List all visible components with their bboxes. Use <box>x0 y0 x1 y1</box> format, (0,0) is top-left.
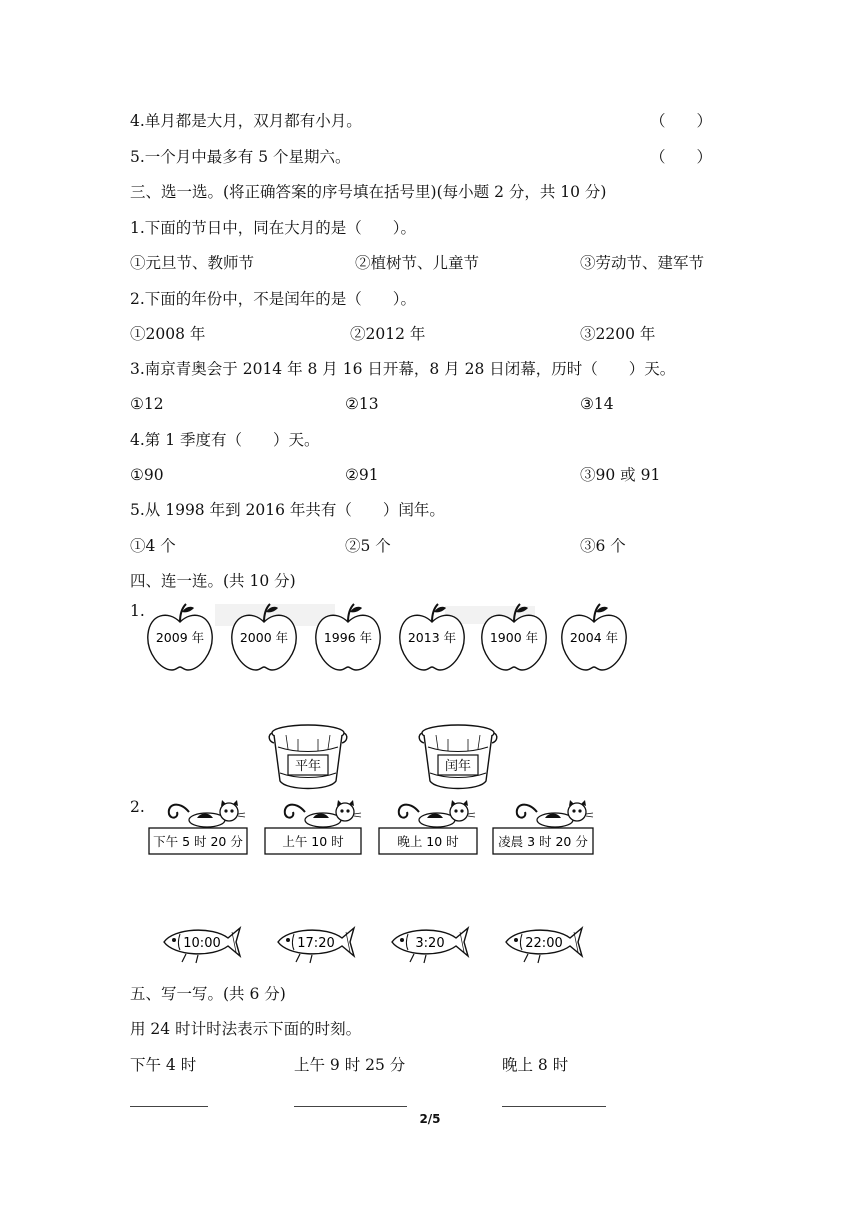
apple-icon[interactable] <box>148 604 212 670</box>
fish-icon[interactable] <box>392 928 468 963</box>
choose-option[interactable]: ①90 <box>130 466 164 484</box>
answer-blank[interactable] <box>294 1106 407 1107</box>
fish-label: 17:20 <box>297 936 335 951</box>
choose-option[interactable]: ①元旦节、教师节 <box>130 254 255 272</box>
cat-label: 下午 5 时 20 分 <box>153 834 243 849</box>
judge-answer-paren[interactable]: （ ） <box>650 112 713 130</box>
basket-icon[interactable] <box>419 725 497 789</box>
judge-answer-paren[interactable]: （ ） <box>650 148 713 166</box>
choose-option[interactable]: ①4 个 <box>130 537 176 555</box>
answer-blank[interactable] <box>502 1106 606 1107</box>
choose-option[interactable]: ③6 个 <box>580 537 626 555</box>
choose-option[interactable]: ③90 或 91 <box>580 466 661 484</box>
cat-label: 凌晨 3 时 20 分 <box>498 834 588 849</box>
judge-item-5: 5.一个月中最多有 5 个星期六。 <box>130 148 351 166</box>
apple-label: 1996 年 <box>323 630 373 645</box>
choose-option[interactable]: ①2008 年 <box>130 325 206 343</box>
basket-icon[interactable] <box>269 725 347 789</box>
choose-option[interactable]: ③2200 年 <box>580 325 656 343</box>
fish-row <box>150 918 590 968</box>
cat-card[interactable] <box>493 800 593 854</box>
choose-option[interactable]: ③14 <box>580 395 614 413</box>
fish-label: 3:20 <box>415 936 445 951</box>
fish-label: 22:00 <box>525 936 563 951</box>
fish-label: 10:00 <box>183 936 221 951</box>
apple-label: 2000 年 <box>239 630 289 645</box>
choose-option[interactable]: ③劳动节、建军节 <box>580 254 705 272</box>
section-heading-write: 五、写一写。(共 6 分) <box>130 985 286 1003</box>
connect-question-1-label: 1. <box>130 602 145 620</box>
cat-label: 晚上 10 时 <box>397 834 459 849</box>
choose-question-4: 4.第 1 季度有（ ）天。 <box>130 431 320 449</box>
page-number: 2/5 <box>419 1112 441 1126</box>
choose-option[interactable]: ①12 <box>130 395 164 413</box>
section-heading-choose: 三、选一选。(将正确答案的序号填在括号里)(每小题 2 分，共 10 分) <box>130 183 607 201</box>
apple-icon[interactable] <box>482 604 546 670</box>
cat-card[interactable] <box>379 800 477 854</box>
basket-label: 平年 <box>294 759 322 774</box>
fish-icon[interactable] <box>164 928 240 963</box>
connect-question-2-label: 2. <box>130 798 145 816</box>
baskets-row <box>260 715 520 795</box>
cats-row <box>145 798 605 862</box>
judge-item-4: 4.单月都是大月，双月都有小月。 <box>130 112 362 130</box>
apple-icon[interactable] <box>562 604 626 670</box>
answer-blank[interactable] <box>130 1106 208 1107</box>
choose-question-5: 5.从 1998 年到 2016 年共有（ ）闰年。 <box>130 501 445 519</box>
write-item: 上午 9 时 25 分 <box>294 1056 406 1074</box>
apple-label: 2009 年 <box>155 630 205 645</box>
cat-label: 上午 10 时 <box>282 834 344 849</box>
apple-label: 2004 年 <box>569 630 619 645</box>
choose-option[interactable]: ②植树节、儿童节 <box>355 254 480 272</box>
basket-label: 闰年 <box>444 759 472 774</box>
choose-question-2: 2.下面的年份中，不是闰年的是（ ）。 <box>130 290 417 308</box>
choose-option[interactable]: ②13 <box>345 395 379 413</box>
choose-question-1: 1.下面的节日中，同在大月的是（ ）。 <box>130 219 417 237</box>
apple-label: 2013 年 <box>407 630 457 645</box>
cat-card[interactable] <box>149 800 247 854</box>
fish-icon[interactable] <box>278 928 354 963</box>
choose-question-3: 3.南京青奥会于 2014 年 8 月 16 日开幕，8 月 28 日闭幕，历时（ ）天。 <box>130 360 676 378</box>
fish-icon[interactable] <box>506 928 582 963</box>
choose-option[interactable]: ②2012 年 <box>350 325 426 343</box>
choose-option[interactable]: ②5 个 <box>345 537 391 555</box>
apple-label: 1900 年 <box>489 630 539 645</box>
apple-icon[interactable] <box>400 604 464 670</box>
write-instruction: 用 24 时计时法表示下面的时刻。 <box>130 1020 362 1038</box>
write-item: 下午 4 时 <box>130 1056 197 1074</box>
apple-icon[interactable] <box>232 604 296 670</box>
apple-icon[interactable] <box>316 604 380 670</box>
choose-option[interactable]: ②91 <box>345 466 379 484</box>
apples-row <box>140 600 640 680</box>
section-heading-connect: 四、连一连。(共 10 分) <box>130 572 296 590</box>
write-item: 晚上 8 时 <box>502 1056 569 1074</box>
cat-card[interactable] <box>265 800 361 854</box>
